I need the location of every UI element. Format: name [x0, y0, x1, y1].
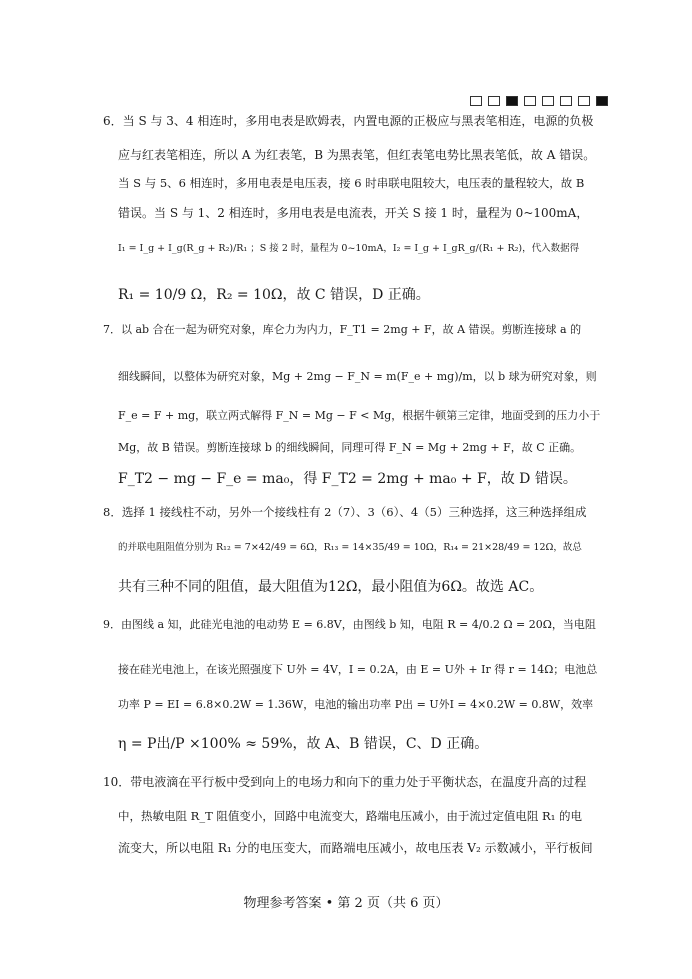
q10-line-1: 10．带电液滴在平行板中受到向上的电场力和向下的重力处于平衡状态，在温度升高的过程	[103, 775, 587, 789]
q6-line-2: 应与红表笔相连，所以 A 为红表笔，B 为黑表笔，但红表笔电势比黑表笔低，故 A 错误。	[118, 148, 596, 162]
q9-line-3: 功率 P = EI = 6.8×0.2W = 1.36W，电池的输出功率 P出 = U外I = 4×0.2W = 0.8W，效率	[118, 698, 594, 711]
q6-line-5: I₁ = I_g + I_g(R_g + R₂)/R₁ ；S 接 2 时，量程为 0~10mA，I₂ = I_g + I_gR_g/(R₁ + R₂)，代入数据得	[118, 243, 580, 254]
q10-line-3: 流变大，所以电阻 R₁ 分的电压变大，而路端电压减小，故电压表 V₂ 示数减小，平行板间	[118, 841, 593, 855]
q7-line-3: F_e = F + mg，联立两式解得 F_N = Mg − F < Mg，根据牛顿第三定律，地面受到的压力小于	[118, 409, 601, 422]
q6-line-4: 错误。当 S 与 1、2 相连时，多用电表是电流表，开关 S 接 1 时，量程为 0~100mA，	[118, 206, 589, 220]
q8-line-2: 的并联电阻阻值分别为 R₁₂ = 7×42/49 = 6Ω，R₁₃ = 14×35/49 = 10Ω，R₁₄ = 21×28/49 = 12Ω，故总	[118, 542, 582, 553]
page-footer: 物理参考答案 • 第 2 页（共 6 页）	[243, 896, 449, 911]
q7-line-4: Mg，故 B 错误。剪断连接球 b 的细线瞬间，同理可得 F_N = Mg + 2mg + F，故 C 正确。	[118, 441, 582, 454]
q6-line-6: R₁ = 10/9 Ω，R₂ = 10Ω，故 C 错误，D 正确。	[118, 287, 430, 303]
q6-line-1: 6．当 S 与 3、4 相连时，多用电表是欧姆表，内置电源的正极应与黑表笔相连，电源的负极	[103, 114, 594, 128]
q6-line-3: 当 S 与 5、6 相连时，多用电表是电压表，接 6 时串联电阻较大，电压表的量程较大，故 B	[118, 176, 585, 190]
q9-line-2: 接在硅光电池上，在该光照强度下 U外 = 4V，I = 0.2A，由 E = U外 + Ir 得 r = 14Ω；电池总	[118, 663, 598, 676]
q10-line-2: 中，热敏电阻 R_T 阻值变小，回路中电流变大，路端电压减小，由于流过定值电阻 R₁ 的电	[118, 809, 582, 823]
q9-line-4: η = P出/P ×100% ≈ 59%，故 A、B 错误，C、D 正确。	[118, 736, 489, 752]
q8-line-3: 共有三种不同的阻值，最大阻值为12Ω，最小阻值为6Ω。故选 AC。	[118, 579, 544, 595]
q7-line-1: 7．以 ab 合在一起为研究对象，库仑力为内力，F_T1 = 2mg + F，故 A 错误。剪断连接球 a 的	[103, 323, 582, 336]
q8-line-1: 8．选择 1 接线柱不动，另外一个接线柱有 2（7）、3（6）、4（5）三种选择，这三种选择组成	[103, 505, 587, 519]
q9-line-1: 9．由图线 a 知，此硅光电池的电动势 E = 6.8V，由图线 b 知，电阻 R = 4/0.2 Ω = 20Ω，当电阻	[103, 618, 596, 631]
q7-line-5: F_T2 − mg − F_e = ma₀，得 F_T2 = 2mg + ma₀ + F，故 D 错误。	[118, 471, 577, 487]
q7-line-2: 细线瞬间，以整体为研究对象，Mg + 2mg − F_N = m(F_e + mg)/m，以 b 球为研究对象，则	[118, 370, 597, 383]
